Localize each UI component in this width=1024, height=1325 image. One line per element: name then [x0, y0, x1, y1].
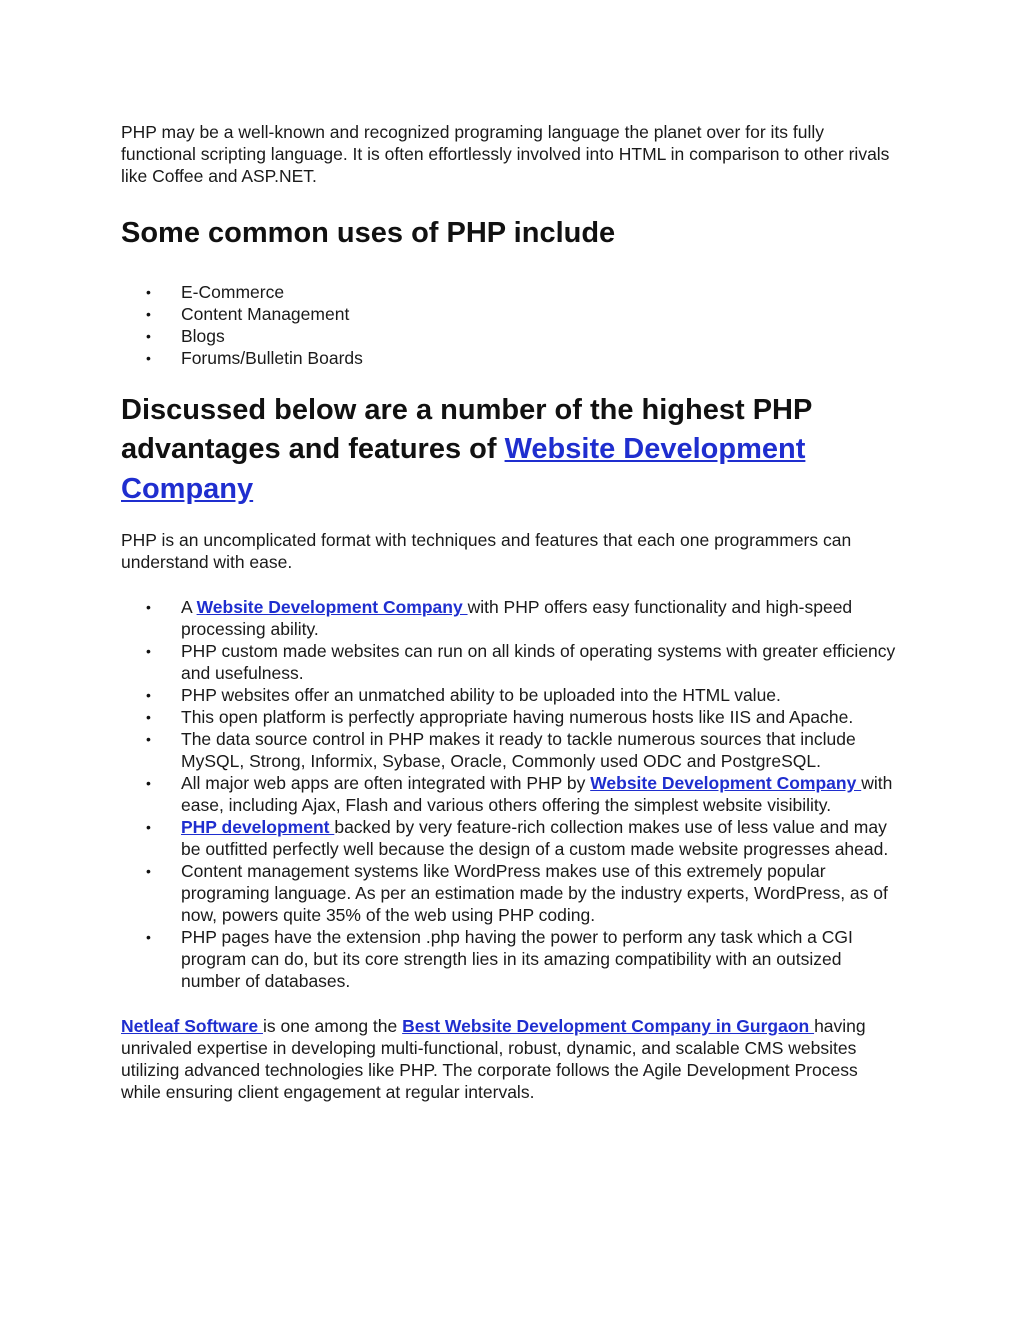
intro-paragraph: PHP may be a well-known and recognized programing language the planet over for its fully functional scripting language. It is often effortlessly involved into HTML in comparison to other rivals like Coffee and ASP.NET. [121, 122, 890, 186]
list-item: • E-Commerce [121, 281, 896, 303]
uncomplicated-paragraph: PHP is an uncomplicated format with techniques and features that each one programmers can understand with ease. [121, 530, 852, 572]
list-item: • Content management systems like WordPress makes use of this extremely popular programing language. As per an estimation made by the industry experts, WordPress, as of now, powers quite 35% of the web using PHP coding. [121, 860, 896, 926]
list-item: • The data source control in PHP makes it ready to tackle numerous sources that include MySQL, Strong, Informix, Sybase, Oracle, Commonly used ODC and PostgreSQL. [121, 728, 896, 772]
list-item: • PHP websites offer an unmatched ability to be uploaded into the HTML value. [121, 684, 896, 706]
list-item [121, 816, 896, 860]
list-item: • PHP pages have the extension .php having the power to perform any task which a CGI program can do, but its core strength lies in its amazing compatibility with an outsized number of databases. [121, 926, 896, 992]
list-item: • This open platform is perfectly appropriate having numerous hosts like IIS and Apache. [121, 706, 896, 728]
list-item: • PHP custom made websites can run on all kinds of operating systems with greater efficiency and usefulness. [121, 640, 896, 684]
advantages-list [121, 596, 896, 992]
php-development-link[interactable]: PHP development [181, 817, 335, 837]
website-development-company-link[interactable]: Website Development Company [196, 597, 468, 617]
advantages-heading [121, 391, 896, 510]
list-item-text: with ease, including Ajax, Flash and various others offering the simplest website visibility. [181, 773, 893, 815]
list-item-text: All major web apps are often integrated with PHP by [181, 773, 591, 793]
closing-paragraph [121, 1015, 896, 1103]
uses-heading: Some common uses of PHP include [121, 217, 616, 249]
website-development-company-heading-link[interactable]: Website Development Company [121, 433, 806, 505]
list-item: • Blogs [121, 325, 896, 347]
document-content [121, 121, 896, 1103]
website-development-company-link[interactable]: Website Development Company [590, 773, 862, 793]
advantages-heading-text: Discussed below are a number of the highest PHP advantages and features of [121, 393, 812, 465]
best-website-development-company-link[interactable]: Best Website Development Company in Gurgaon [402, 1016, 815, 1036]
list-item [121, 596, 896, 640]
list-item: • Forums/Bulletin Boards [121, 347, 896, 369]
list-item-text: A [181, 597, 197, 617]
list-item-text: with PHP offers easy functionality and high-speed processing ability. [181, 597, 853, 639]
list-item-text: backed by very feature-rich collection makes use of less value and may be outfitted perfectly well because the design of a custom made website progresses ahead. [181, 817, 889, 859]
netleaf-software-link[interactable]: Netleaf Software [121, 1016, 263, 1036]
uses-list [121, 281, 896, 369]
list-item [121, 772, 896, 816]
list-item: • Content Management [121, 303, 896, 325]
closing-text: having unrivaled expertise in developing multi-functional, robust, dynamic, and scalable CMS websites utilizing advanced technologies like PHP. The corporate follows the Agile Development Process while ensuring client engagement at regular intervals. [121, 1016, 866, 1102]
closing-text: is one among the [262, 1016, 403, 1036]
